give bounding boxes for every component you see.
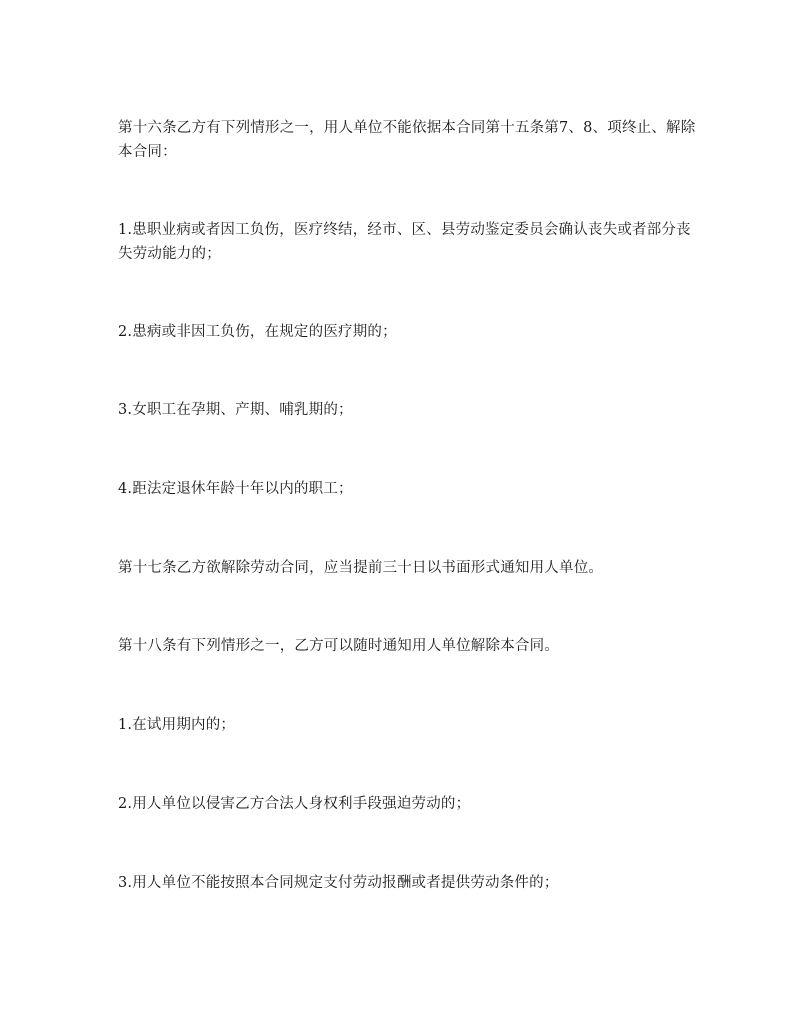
article-16-item-2: 2.患病或非因工负伤，在规定的医疗期的； [118,324,397,340]
article-18-heading: 第十八条有下列情形之一，乙方可以随时通知用人单位解除本合同。 [118,638,559,654]
article-18-item-2: 2.用人单位以侵害乙方合法人身权利手段强迫劳动的； [118,796,471,812]
article-16-heading: 第十六条乙方有下列情形之一，用人单位不能依据本合同第十五条第7、8、项终止、解除本合同： [118,120,696,160]
article-18-item-1: 1.在试用期内的； [118,717,236,733]
article-16-item-1: 1.患职业病或者因工负伤，医疗终结，经市、区、县劳动鉴定委员会确认丧失或者部分丧失劳动能力的； [118,222,691,262]
article-17-text: 第十七条乙方欲解除劳动合同，应当提前三十日以书面形式通知用人单位。 [118,560,604,576]
article-16-item-3: 3.女职工在孕期、产期、哺乳期的； [118,402,353,418]
article-18-item-3: 3.用人单位不能按照本合同规定支付劳动报酬或者提供劳动条件的； [118,875,559,891]
article-16-item-4: 4.距法定退休年龄十年以内的职工； [118,481,353,497]
